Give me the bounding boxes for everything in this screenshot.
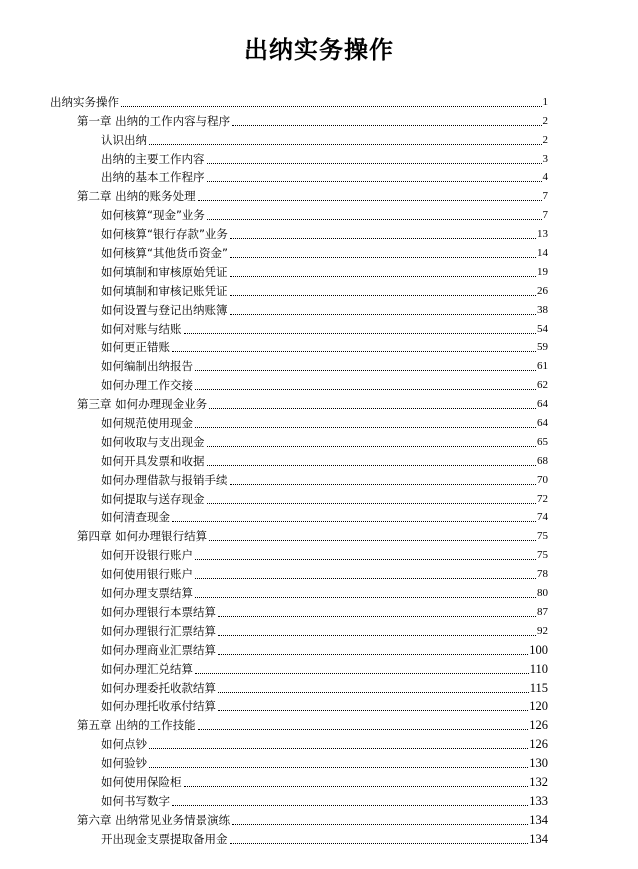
toc-dot-leader [230, 237, 536, 239]
toc-dot-leader [195, 558, 536, 560]
toc-entry-page-number: 134 [529, 831, 548, 846]
toc-entry-label: 如何收取与支出现金 [101, 434, 205, 449]
toc-dot-leader [207, 502, 537, 504]
toc-entry-label: 如何清查现金 [101, 510, 170, 525]
toc-dot-leader [209, 407, 536, 409]
toc-entry-page-number: 4 [542, 171, 548, 184]
toc-dot-leader [207, 180, 542, 182]
toc-entry-section[interactable] [50, 260, 548, 279]
toc-entry-section[interactable] [50, 147, 548, 166]
toc-entry-section[interactable] [50, 827, 548, 846]
toc-dot-leader [232, 124, 541, 126]
toc-entry-label: 如何办理借款与报销手续 [101, 472, 228, 487]
toc-entry-label: 如何办理支票结算 [101, 586, 193, 601]
toc-dot-leader [218, 615, 536, 617]
page-title: 出纳实务操作 [244, 35, 394, 64]
toc-entry-page-number: 92 [537, 624, 548, 637]
toc-dot-leader [149, 766, 528, 768]
toc-dot-leader [172, 520, 536, 522]
toc-entry-page-number: 130 [529, 756, 548, 771]
toc-entry-page-number: 132 [529, 774, 548, 789]
toc-entry-section[interactable] [50, 166, 548, 185]
toc-dot-leader [207, 445, 537, 447]
toc-entry-section[interactable] [50, 770, 548, 789]
toc-entry-label: 第五章 出纳的工作技能 [77, 718, 196, 733]
toc-dot-leader [195, 672, 529, 674]
toc-dot-leader [172, 350, 536, 352]
toc-entry-page-number: 72 [537, 492, 548, 505]
toc-entry-section[interactable] [50, 279, 548, 298]
toc-entry-page-number: 7 [542, 209, 548, 222]
toc-entry-page-number: 38 [537, 303, 548, 316]
toc-entry-section[interactable] [50, 203, 548, 222]
toc-entry-page-number: 126 [529, 737, 548, 752]
toc-dot-leader [195, 388, 536, 390]
toc-entry-page-number: 100 [529, 642, 548, 657]
toc-entry-page-number: 120 [529, 699, 548, 714]
toc-entry-label: 如何编制出纳报告 [101, 359, 193, 374]
toc-entry-page-number: 1 [542, 95, 548, 108]
toc-dot-leader [209, 539, 536, 541]
toc-dot-leader [172, 804, 528, 806]
toc-dot-leader [195, 596, 536, 598]
toc-entry-label: 出纳的主要工作内容 [101, 151, 205, 166]
toc-dot-leader [230, 294, 537, 296]
toc-dot-leader [207, 162, 542, 164]
toc-entry-label: 如何核算“现金”业务 [101, 208, 205, 223]
toc-entry-page-number: 7 [542, 190, 548, 203]
toc-entry-label: 如何对账与结账 [101, 321, 182, 336]
toc-entry-section[interactable] [50, 298, 548, 317]
toc-entry-section[interactable] [50, 241, 548, 260]
toc-entry-label: 如何开具发票和收据 [101, 453, 205, 468]
toc-entry-label: 认识出纳 [101, 132, 147, 147]
toc-entry-page-number: 87 [537, 605, 548, 618]
toc-entry-page-number: 3 [542, 152, 548, 165]
toc-entry-label: 第二章 出纳的账务处理 [77, 189, 196, 204]
toc-entry-page-number: 110 [529, 661, 548, 676]
toc-entry-page-number: 2 [542, 133, 548, 146]
toc-entry-label: 第一章 出纳的工作内容与程序 [77, 113, 231, 128]
toc-entry-label: 如何开设银行账户 [101, 548, 193, 563]
toc-dot-leader [149, 747, 528, 749]
toc-dot-leader [121, 105, 542, 107]
toc-entry-chapter[interactable] [50, 184, 548, 203]
toc-entry-section[interactable] [50, 128, 548, 147]
toc-entry-page-number: 64 [537, 417, 548, 430]
toc-dot-leader [230, 275, 537, 277]
toc-entry-page-number: 59 [537, 341, 548, 354]
toc-dot-leader [207, 218, 542, 220]
toc-entry-section[interactable] [50, 468, 548, 487]
toc-entry-label: 如何规范使用现金 [101, 416, 193, 431]
toc-entry-label: 第三章 如何办理现金业务 [77, 397, 208, 412]
toc-entry-page-number: 64 [537, 398, 548, 411]
toc-entry-label: 如何办理银行汇票结算 [101, 623, 216, 638]
toc-entry-section[interactable] [50, 676, 548, 695]
toc-entry-section[interactable] [50, 562, 548, 581]
toc-entry-page-number: 2 [542, 114, 548, 127]
toc-entry-page-number: 70 [537, 473, 548, 486]
toc-entry-page-number: 26 [537, 284, 548, 297]
toc-entry-page-number: 75 [537, 549, 548, 562]
toc-entry-section[interactable] [50, 487, 548, 506]
toc-entry-section[interactable] [50, 411, 548, 430]
toc-entry-chapter[interactable] [50, 392, 548, 411]
toc-entry-page-number: 14 [537, 247, 548, 260]
toc-entry-section[interactable] [50, 543, 548, 562]
toc-entry-page-number: 80 [537, 587, 548, 600]
toc-dot-leader [198, 728, 529, 730]
toc-entry-page-number: 19 [537, 265, 548, 278]
toc-dot-leader [218, 634, 536, 636]
toc-entry-page-number: 65 [537, 435, 548, 448]
toc-entry-label: 第四章 如何办理银行结算 [77, 529, 208, 544]
toc-dot-leader [184, 332, 537, 334]
toc-entry-page-number: 78 [537, 568, 548, 581]
toc-dot-leader [218, 691, 529, 693]
toc-entry-section[interactable] [50, 317, 548, 336]
toc-entry-chapter[interactable] [50, 109, 548, 128]
toc-entry-label: 如何更正错账 [101, 340, 170, 355]
toc-entry-label: 出纳实务操作 [50, 94, 119, 109]
toc-entry-page-number: 134 [529, 812, 548, 827]
toc-dot-leader [230, 842, 529, 844]
toc-dot-leader [198, 199, 542, 201]
toc-entry-section[interactable] [50, 430, 548, 449]
toc-entry-section[interactable] [50, 695, 548, 714]
toc-entry-label: 如何核算“其他货币资金” [101, 246, 228, 261]
toc-entry-label: 如何点钞 [101, 737, 147, 752]
toc-dot-leader [184, 785, 529, 787]
toc-dot-leader [149, 143, 542, 145]
toc-entry-label: 如何办理托收承付结算 [101, 699, 216, 714]
toc-entry-section[interactable] [50, 619, 548, 638]
toc-entry-label: 如何使用保险柜 [101, 774, 182, 789]
toc-entry-chapter[interactable] [50, 713, 548, 732]
toc-dot-leader [230, 256, 536, 258]
toc-dot-leader [207, 464, 537, 466]
toc-entry-label: 如何办理银行本票结算 [101, 604, 216, 619]
toc-entry-page-number: 54 [537, 322, 548, 335]
toc-entry-section[interactable] [50, 732, 548, 751]
toc-entry-chapter[interactable] [50, 808, 548, 827]
toc-entry-section[interactable] [50, 373, 548, 392]
toc-dot-leader [232, 823, 528, 825]
toc-entry-label: 如何书写数字 [101, 793, 170, 808]
toc-dot-leader [218, 653, 528, 655]
toc-entry-section[interactable] [50, 222, 548, 241]
toc-entry-page-number: 133 [529, 793, 548, 808]
toc-entry-root[interactable] [50, 90, 548, 109]
toc-entry-page-number: 13 [537, 228, 548, 241]
toc-entry-page-number: 126 [529, 718, 548, 733]
toc-entry-page-number: 75 [537, 530, 548, 543]
toc-entry-section[interactable] [50, 336, 548, 355]
toc-entry-section[interactable] [50, 581, 548, 600]
toc-entry-page-number: 62 [537, 379, 548, 392]
toc-entry-section[interactable] [50, 638, 548, 657]
table-of-contents [50, 90, 548, 846]
toc-entry-label: 出纳的基本工作程序 [101, 170, 205, 185]
toc-entry-page-number: 115 [529, 680, 548, 695]
toc-dot-leader [195, 369, 536, 371]
toc-dot-leader [195, 426, 536, 428]
toc-entry-label: 如何设置与登记出纳账簿 [101, 302, 228, 317]
toc-entry-label: 如何填制和审核原始凭证 [101, 264, 228, 279]
toc-entry-label: 第六章 出纳常见业务情景演练 [77, 812, 231, 827]
toc-entry-label: 如何办理委托收款结算 [101, 680, 216, 695]
toc-entry-label: 开出现金支票提取备用金 [101, 831, 228, 846]
toc-entry-label: 如何填制和审核记账凭证 [101, 283, 228, 298]
toc-entry-section[interactable] [50, 449, 548, 468]
toc-entry-section[interactable] [50, 657, 548, 676]
toc-entry-label: 如何验钞 [101, 756, 147, 771]
toc-entry-label: 如何办理工作交接 [101, 378, 193, 393]
toc-dot-leader [230, 483, 537, 485]
toc-dot-leader [195, 577, 536, 579]
toc-entry-page-number: 61 [537, 360, 548, 373]
toc-entry-section[interactable] [50, 354, 548, 373]
toc-entry-label: 如何办理汇兑结算 [101, 661, 193, 676]
toc-entry-section[interactable] [50, 751, 548, 770]
toc-dot-leader [230, 313, 537, 315]
toc-entry-section[interactable] [50, 789, 548, 808]
toc-entry-section[interactable] [50, 600, 548, 619]
toc-entry-label: 如何提取与送存现金 [101, 491, 205, 506]
toc-entry-chapter[interactable] [50, 524, 548, 543]
toc-entry-page-number: 74 [537, 511, 548, 524]
toc-entry-label: 如何办理商业汇票结算 [101, 642, 216, 657]
toc-dot-leader [218, 709, 528, 711]
toc-entry-label: 如何核算“银行存款”业务 [101, 227, 228, 242]
toc-entry-label: 如何使用银行账户 [101, 567, 193, 582]
toc-entry-section[interactable] [50, 506, 548, 525]
toc-entry-page-number: 68 [537, 454, 548, 467]
